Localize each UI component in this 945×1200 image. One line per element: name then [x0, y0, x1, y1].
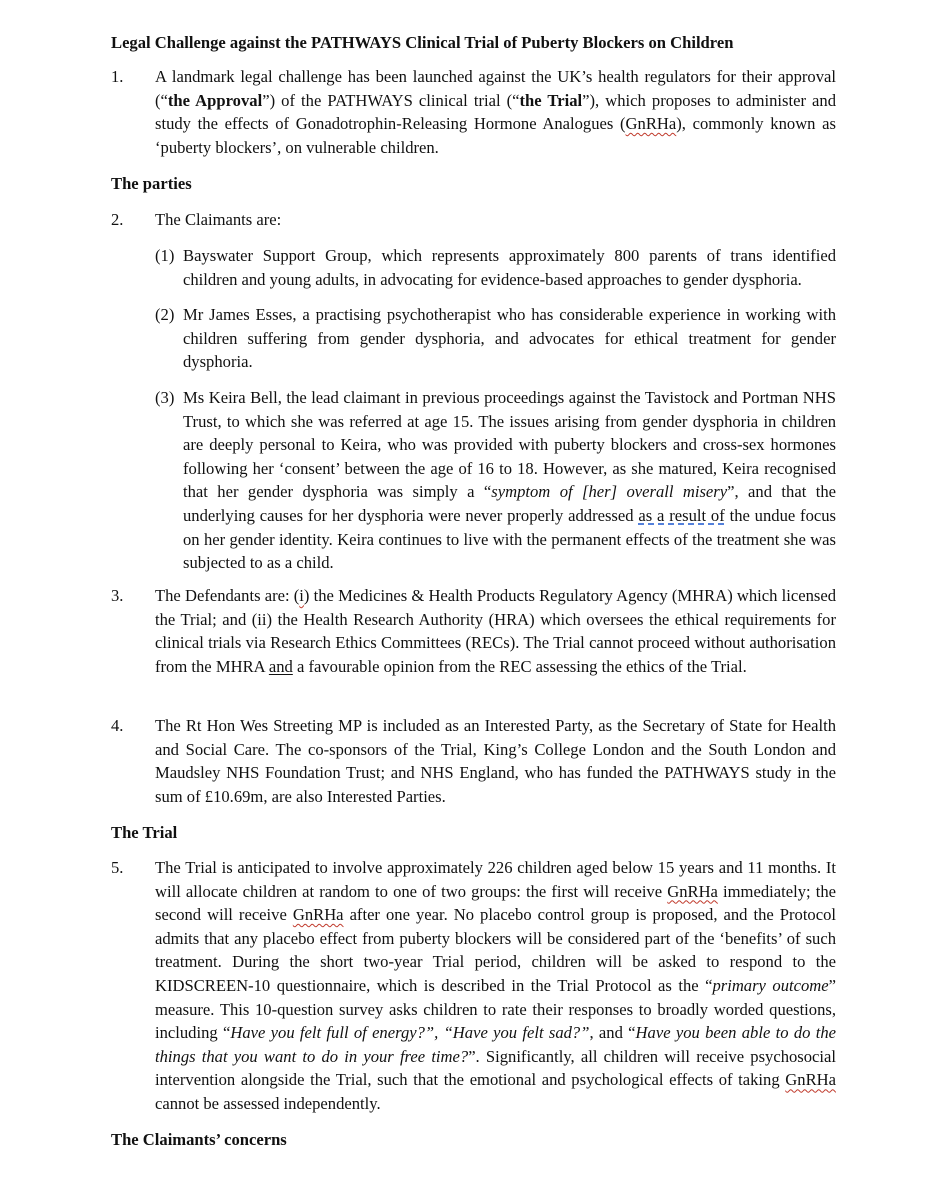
spellcheck-flagged-word: i: [299, 586, 304, 605]
text-run: ) the Medicines & Health Products Regulatory Agency (MHRA) which licensed the Trial; and (ii) the Health Research Authority (HRA) which oversees the ethical requirements for clinical trials via Research Ethics Committees (RECs). The Trial cannot proceed without authorisation from the MHRA: [155, 586, 837, 676]
document-title: Legal Challenge against the PATHWAYS Clinical Trial of Puberty Blockers on Children: [111, 33, 734, 52]
text-run: ” measure. This 10-question survey asks children to rate their responses to broadly worded questions, including “: [155, 975, 836, 1043]
grammar-flagged-phrase: as a result of: [638, 505, 725, 525]
underlined-word: and: [268, 656, 293, 676]
paragraph-body: [155, 584, 836, 678]
paragraph-body: [155, 856, 836, 1116]
defined-term-trial: the Trial: [519, 90, 583, 110]
quote-italic: symptom of [her] overall misery: [491, 482, 728, 502]
paragraph-body: [155, 65, 836, 159]
paragraph-1: [111, 65, 836, 159]
paragraph-number: 3.: [111, 586, 124, 605]
quote-italic: primary outcome: [712, 975, 829, 995]
text-run: ”), which proposes to administer and study the effects of Gonadotrophin-Releasing Hormone Analogues (: [155, 90, 837, 134]
claimant-3: [155, 386, 836, 575]
quote-italic: Have you felt full of energy?”, “Have you felt sad?”: [230, 1023, 590, 1043]
section-heading-concerns: The Claimants’ concerns: [111, 1130, 287, 1149]
paragraph-2: [111, 208, 836, 232]
paragraph-number: 2.: [111, 210, 124, 229]
paragraph-body: The Rt Hon Wes Streeting MP is included as an Interested Party, as the Secretary of State for Health and Social Care. The co-sponsors of the Trial, King’s College London and the South London and Maudsley NHS Foundation Trust; and NHS England, who has funded the PATHWAYS study in the sum of £10.69m, are also Interested Parties.: [155, 716, 836, 806]
spellcheck-flagged-word: GnRHa: [625, 114, 677, 134]
paragraph-number: 5.: [111, 858, 124, 877]
section-heading-parties: The parties: [111, 174, 192, 193]
text-run: ”) of the PATHWAYS clinical trial (“: [262, 90, 520, 110]
section-heading-trial: The Trial: [111, 823, 178, 842]
sub-item-body: [183, 386, 836, 575]
text-run: the undue focus on her gender identity. Keira continues to live with the permanent effects of the treatment she was subjected to as a child.: [183, 505, 837, 573]
spellcheck-flagged-word: GnRHa: [667, 881, 718, 901]
text-run: The Trial is anticipated to involve approximately 226 children aged below 15 years and 11 months. It will allocate children at random to one of two groups: the first will receive: [155, 858, 836, 901]
sub-item-body: Bayswater Support Group, which represents approximately 800 parents of trans identified children and young adults, in advocating for evidence-based approaches to gender dysphoria.: [183, 246, 836, 289]
sub-item-number: (1): [155, 246, 175, 265]
text-run: ”. Significantly, all children will receive psychosocial intervention alongside the Trial, such that the emotional and psychological effects of taking: [155, 1046, 836, 1090]
spellcheck-flagged-word: GnRHa: [292, 905, 344, 925]
defined-term-approval: the Approval: [167, 90, 263, 110]
paragraph-4: [111, 714, 836, 808]
claimant-1: [155, 244, 836, 291]
paragraph-5: [111, 856, 836, 1116]
sub-item-body: Mr James Esses, a practising psychotherapist who has considerable experience in working with children suffering from gender dysphoria, and advocates for ethical treatment for gender dysphoria.: [183, 305, 836, 372]
paragraph-body: The Claimants are:: [155, 210, 282, 229]
sub-item-number: (3): [155, 388, 175, 407]
paragraph-number: 4.: [111, 716, 124, 735]
text-run: after one year. No placebo control group is proposed, and the Protocol admits that any placebo effect from puberty blockers will be considered part of the ‘benefits’ of such treatment. During the short two-year Trial period, children will be asked to respond to the KIDSCREEN-10 questionnaire, which is described in the Trial Protocol as the “: [155, 905, 836, 995]
paragraph-number: 1.: [111, 67, 124, 86]
paragraph-3: [111, 584, 836, 678]
text-run: immediately; the second will receive: [155, 881, 836, 925]
sub-item-number: (2): [155, 305, 175, 324]
text-run: , and “: [589, 1023, 636, 1043]
spellcheck-flagged-word: GnRHa: [785, 1070, 836, 1090]
text-run: A landmark legal challenge has been launched against the UK’s health regulators for their approval (“: [155, 67, 836, 110]
text-run: Ms Keira Bell, the lead claimant in previous proceedings against the Tavistock and Portman NHS Trust, to which she was referred at age 15. The issues arising from gender dysphoria in children are deeply personal to Keira, who was provided with puberty blockers and cross-sex hormones following her ‘consent’ between the age of 16 to 18. However, as she matured, Keira recognised that her gender dysphoria was simply a “: [183, 388, 836, 502]
text-run: The Defendants are: (: [155, 586, 300, 605]
text-run: cannot be assessed independently.: [155, 1093, 381, 1113]
text-run: a favourable opinion from the REC assessing the ethics of the Trial.: [292, 656, 747, 676]
text-run: ), commonly known as ‘puberty blockers’, on vulnerable children.: [155, 114, 836, 157]
claimant-2: [155, 303, 836, 374]
quote-italic: Have you been able to do the things that you want to do in your free time?: [155, 1023, 836, 1066]
text-run: ”, and that the underlying causes for her dysphoria were never properly addressed: [183, 482, 836, 525]
